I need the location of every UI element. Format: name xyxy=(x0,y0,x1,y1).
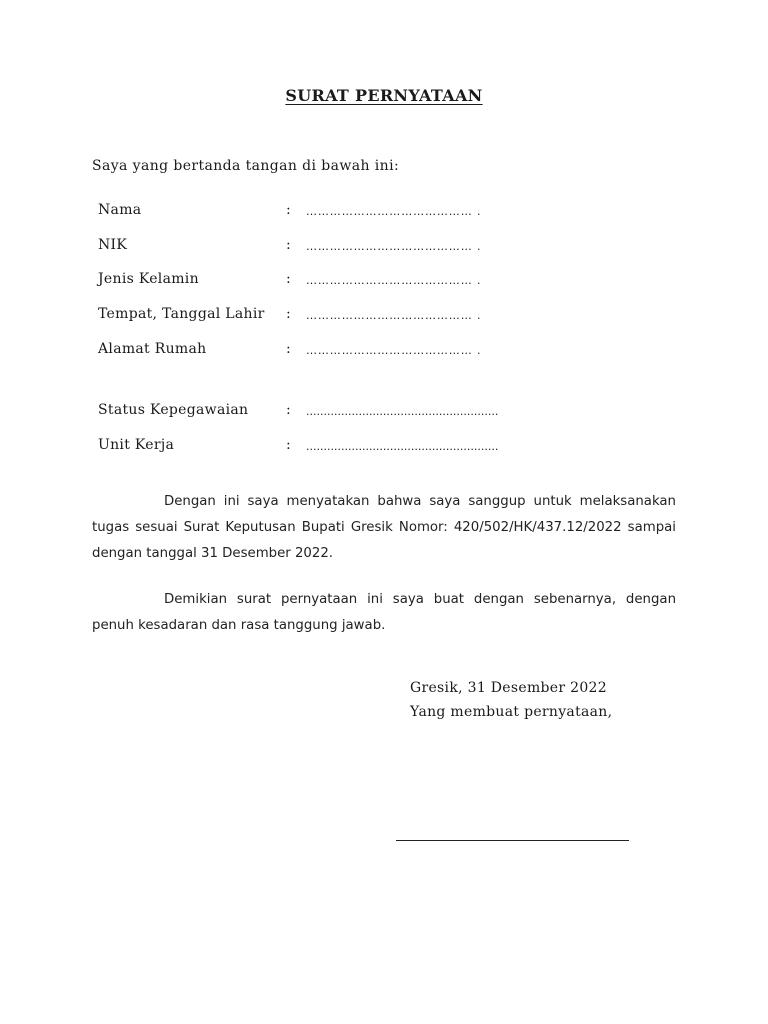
field-label: Status Kepegawaian xyxy=(98,402,249,418)
field-value: …………………………………… . xyxy=(306,205,482,218)
field-label: Tempat, Tanggal Lahir xyxy=(98,306,265,322)
signature-line xyxy=(396,840,629,841)
field-label: Nama xyxy=(98,202,142,218)
field-label: Jenis Kelamin xyxy=(98,271,199,287)
field-value: ....................................................... xyxy=(306,405,499,418)
field-colon: : xyxy=(286,402,292,418)
signer-label: Yang membuat pernyataan, xyxy=(410,704,613,720)
statement-paragraph xyxy=(92,489,676,567)
place-date: Gresik, 31 Desember 2022 xyxy=(410,680,607,696)
field-colon: : xyxy=(286,237,292,253)
field-colon: : xyxy=(286,271,292,287)
closing-paragraph xyxy=(92,587,676,639)
field-value: …………………………………… . xyxy=(306,240,482,253)
statement-text: Dengan ini saya menyatakan bahwa saya sanggup untuk melaksanakan tugas sesuai Surat Keputusan Bupati Gresik Nomor: 420/502/HK/437.12/2022 sampai dengan tanggal 31 Desember 2022. xyxy=(92,494,676,561)
intro-text: Saya yang bertanda tangan di bawah ini: xyxy=(92,158,400,174)
field-value: …………………………………… . xyxy=(306,344,482,357)
field-colon: : xyxy=(286,437,292,453)
field-colon: : xyxy=(286,341,292,357)
field-label: Unit Kerja xyxy=(98,437,175,453)
field-colon: : xyxy=(286,306,292,322)
field-value: …………………………………… . xyxy=(306,274,482,287)
field-value: …………………………………… . xyxy=(306,309,482,322)
field-colon: : xyxy=(286,202,292,218)
field-value: ....................................................... xyxy=(306,440,499,453)
closing-text: Demikian surat pernyataan ini saya buat dengan sebenarnya, dengan penuh kesadaran dan rasa tanggung jawab. xyxy=(92,592,676,633)
document-title: SURAT PERNYATAAN xyxy=(285,86,483,105)
field-label: Alamat Rumah xyxy=(98,341,207,357)
field-label: NIK xyxy=(98,237,128,253)
